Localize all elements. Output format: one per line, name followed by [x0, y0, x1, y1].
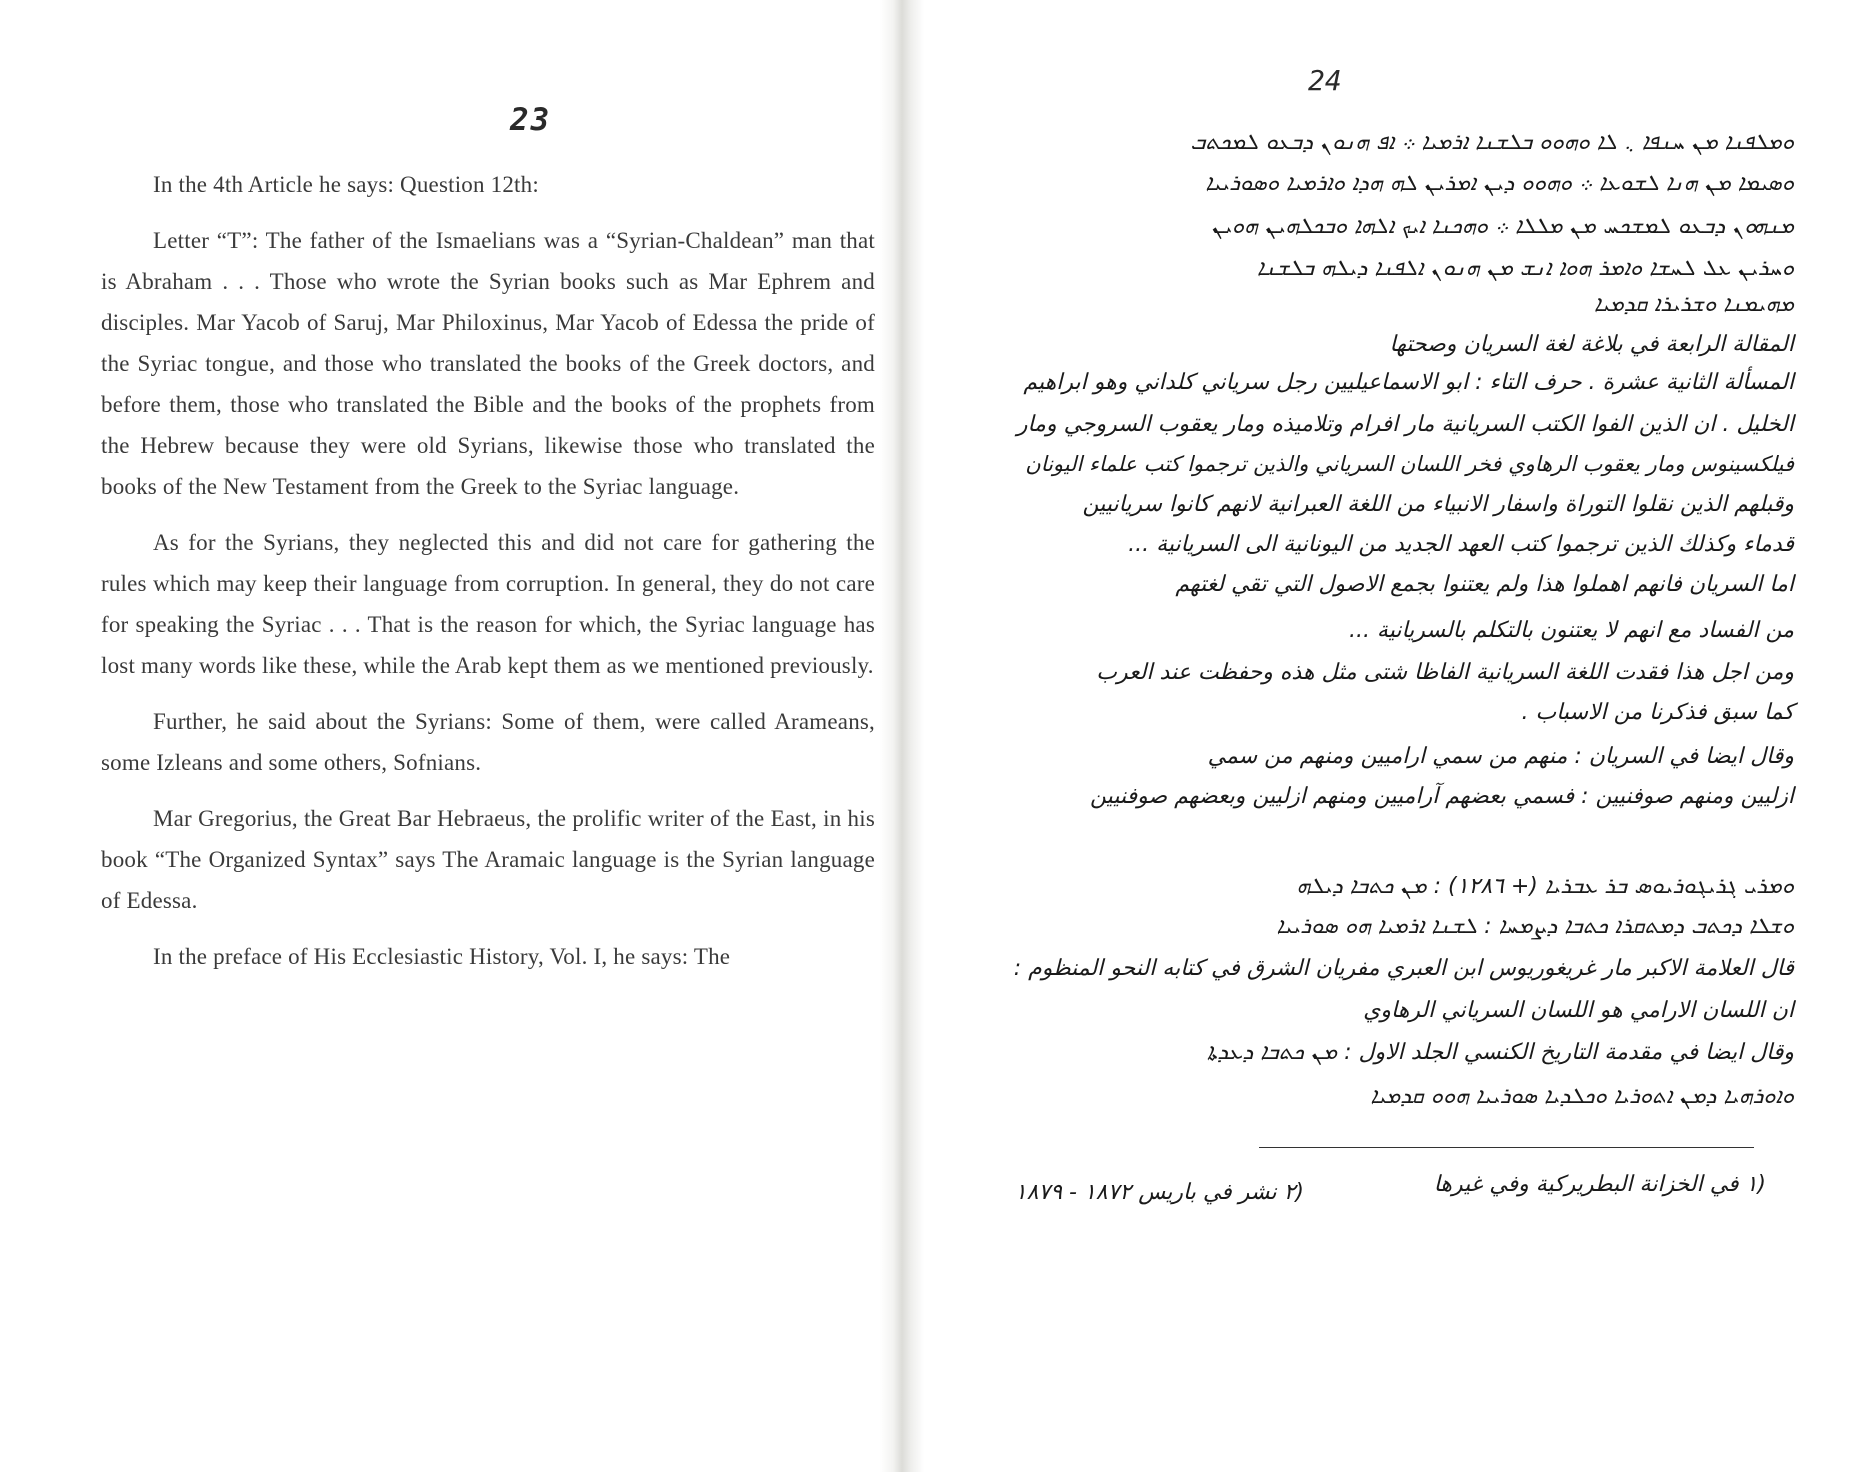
paragraph: As for the Syrians, they neglected this and did not care for gathering the rules which may keep their language from corruption. In general, they do not care for speaking the Syriac . . . That is the reason for which, the Syriac language has lost many words like these, while the Arab kept them as we mentioned previously. — [101, 530, 875, 678]
handwritten-line: ܘܡܪܝ ܓܪܝܓܘܪܝܘܣ ܒܪ ܥܒܪܝܐ (+ ١٢٨٦) : ܡܢ ܟܬܒܐ ܕܝܠܗ — [1296, 874, 1794, 899]
paragraph: Letter “T”: The father of the Ismaelians was a “Syrian-Chaldean” man that is Abraham . . . Those who wrote the Syrian books such as Mar Ephrem and disciples. Mar Yacob of Saruj, Mar Philoxinus, Mar Yacob of Edessa the pride of the Syriac tongue, and those who translated the books of the Greek doctors, and before them, those who translated the Bible and the books of the prophets from the Hebrew because they were old Syrians, likewise those who translated the books of the New Testament from the Greek to the Syriac language. — [101, 228, 875, 499]
paragraph: Mar Gregorius, the Great Bar Hebraeus, the prolific writer of the East, in his book “The Organized Syntax” says The Aramaic language is the Syrian language of Edessa. — [101, 806, 875, 913]
left-page — [0, 0, 895, 1472]
handwritten-line: ܡܢܗܘܢ ܕܒܥܘ ܠܡܫܟܚ ܡܢ ܡܠܠܐ ܀ ܘܗܟܢܐ ܐܝܟ ܐܠܗܐ ܘܒܟܠܗܝܢ ܗܘܝܢ — [1211, 214, 1794, 239]
handwritten-line: ܡܗܝܡܢܐ ܘܫܪܝܪܐ ܩܕܡܝܐ — [1593, 292, 1794, 317]
book-gutter — [880, 0, 924, 1472]
handwritten-line: كما سبق فذكرنا من الاسباب . — [1521, 700, 1794, 725]
handwritten-line: من الفساد مع انهم لا يعتنون بالتكلم بالسريانية ... — [1348, 618, 1794, 643]
footnote-divider — [1259, 1147, 1754, 1148]
handwritten-line: ܘܐܘܪܗܝܐ ܕܡܢ ܐܬܘܪܝܐ ܘܟܠܕܝܐ ܣܘܪܝܝܐ ܗܘܘ ܩܕܡܝܐ — [1370, 1084, 1794, 1109]
handwritten-line: ܘܡܠܦܢܐ ܡܢ ܚܢܦܐ ܆ ܠܐ ܘܗܘܘ ܒܠܫܢܐ ܐܪܡܝܐ ܀ ܐܦ ܗܢܘܢ ܕܒܥܘ ܠܡܟܬܒ — [1190, 130, 1794, 155]
handwritten-line: وقال ايضا في السريان : منهم من سمي اراميين ومنهم من سمي — [1207, 744, 1794, 769]
handwritten-line: ومن اجل هذا فقدت اللغة السريانية الفاظا شتى مثل هذه وحفظت عند العرب — [1096, 660, 1794, 685]
handwritten-line: وقال ايضا في مقدمة التاريخ الكنسي الجلد الاول : ܡܢ ܟܬܒܐ ܕܥܕܬܐ — [1206, 1040, 1794, 1065]
handwritten-line: قدماء وكذلك الذين ترجموا كتب العهد الجديد من اليونانية الى السريانية ... — [1128, 532, 1794, 557]
page-number-24: 24 — [1308, 64, 1342, 97]
handwritten-line: ܘܫܠܐ ܕܟܬܒ ܕܡܬܩܪܐ ܟܬܒܐ ܕܨܡܚܐ : ܠܫܢܐ ܐܪܡܝܐ ܗܘ ܣܘܪܝܝܐ — [1276, 914, 1794, 939]
paragraph: In the 4th Article he says: Question 12th: — [153, 172, 539, 197]
handwritten-line: اما السريان فانهم اهملوا هذا ولم يعتنوا بجمع الاصول التي تقي لغتهم — [1175, 572, 1794, 597]
page-number-23: 23 — [510, 102, 552, 138]
footnote-2: (٢ نشر في باريس ١٨٧٢ - ١٨٧٩ — [1014, 1180, 1304, 1205]
handwritten-line: ܘܚܪܝܢ ܥܠ ܠܚܫܐ ܘܐܡܪ ܗܘܐ ܐܢܫ ܡܢ ܗܢܘܢ ܐܠܦܢܐ ܕܝܠܗ ܒܠܫܢܐ — [1256, 256, 1794, 281]
handwritten-line: المسألة الثانية عشرة . حرف التاء : ابو الاسماعيليين رجل سرياني كلداني وهو ابراهيم — [1023, 370, 1794, 395]
handwritten-line: قال العلامة الاكبر مار غريغوريوس ابن العبري مفريان الشرق في كتابه النحو المنظوم : — [1013, 956, 1794, 981]
handwritten-line: الخليل . ان الذين الفوا الكتب السريانية مار افرام وتلاميذه ومار يعقوب السروجي ومار — [1016, 412, 1794, 437]
paragraph: Further, he said about the Syrians: Some of them, were called Arameans, some Izleans and some others, Sofnians. — [101, 709, 875, 775]
handwritten-line: فيلكسينوس ومار يعقوب الرهاوي فخر اللسان السرياني والذين ترجموا كتب علماء اليونان — [1025, 452, 1794, 476]
left-page-body — [101, 164, 875, 992]
right-page — [924, 0, 1852, 1472]
handwritten-line: المقالة الرابعة في بلاغة لغة السريان وصحتها — [1389, 332, 1794, 357]
handwritten-line: ܘܣܝܡܐ ܡܢ ܗܢܐ ܠܫܘܥܐ ܀ ܘܗܘܘ ܕܝܢ ܐܡܪܝܢ ܠܗ ܗܕܐ ܘܐܪܡܝܐ ܘܣܘܪܝܝܐ — [1205, 171, 1794, 196]
footnote-1: (١ في الخزانة البطريركية وفي غيرها — [1433, 1172, 1766, 1197]
handwritten-line: ازليين ومنهم صوفنيين : فسمي بعضهم آراميين ومنهم ازليين وبعضهم صوفنيين — [1089, 784, 1794, 809]
handwritten-line: وقبلهم الذين نقلوا التوراة واسفار الانبياء من اللغة العبرانية لانهم كانوا سريانيين — [1082, 492, 1794, 517]
handwritten-line: ان اللسان الارامي هو اللسان السرياني الرهاوي — [1363, 998, 1794, 1023]
paragraph: In the preface of His Ecclesiastic History, Vol. I, he says: The — [153, 944, 731, 969]
